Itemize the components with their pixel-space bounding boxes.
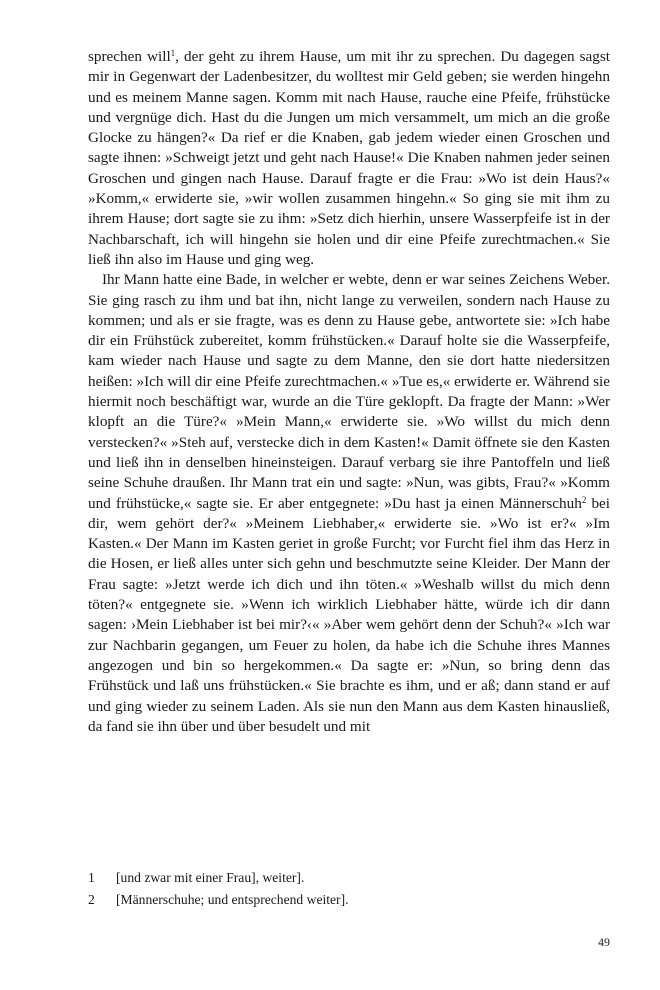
footnote [88,889,610,911]
footnote-text: [Männerschuhe; und entsprechend weiter]. [116,892,349,907]
text-run: Ihr Mann hatte eine Bade, in welcher er webte, denn er war seines Zeichens Weber. Sie ging rasch zu ihm und bat ihn, nicht lange zu verweilen, sondern nach Hause zu kommen; und als er sie fragte, was es denn zu Hause gebe, antwortete sie: »Ich habe dir ein Frühstück zubereitet, komm frühstücken.« Darauf holte sie die Wasserpfeife, kam wieder nach Hause und sagte zu dem Manne, den sie dort hatte niedersitzen heißen: »Ich will dir eine Pfeife zurechtmachen.« »Tue es,« erwiderte er. Während sie hiermit noch beschäftigt war, wurde an die Türe geklopft. Da fragte der Mann: »Wer klopft an die Türe?« »Mein Mann,« erwiderte sie. »Wo willst du mich denn verstecken?« »Steh auf, verstecke dich in dem Kasten!« Damit öffnete sie den Kasten und ließ ihn in denselben hineinsteigen. Darauf verbarg sie ihre Pantoffeln und ließ seine Schuhe draußen. Ihr Mann trat ein und sagte: »Nun, was gibts, Frau?« »Komm und frühstücke,« sagte sie. Er aber entgegnete: »Du hast ja einen Männerschuh [88,271,610,512]
text-run: bei dir, wem gehört der?« »Meinem Liebhaber,« erwiderte sie. »Wo ist er?« »Im Kasten.« Der Mann im Kasten geriet in große Furcht; vor Furcht fiel ihm das Herz in die Hosen, er ließ alles unter sich gehn und beschmutzte seine Kleider. Der Mann der Frau sagte: »Jetzt werde ich dich und ihn töten.« »Weshalb willst du mich denn töten?« entgegnete sie. »Wenn ich wirklich Liebhaber hätte, würde ich dir dann sagen: ›Mein Liebhaber ist bei mir?‹« »Aber wem gehört denn der Schuh?« »Ich war zur Nachbarin gegangen, um Feuer zu holen, da habe ich die Schuhe ihres Mannes angezogen und bin so hergekommen.« Da sagte er: »Nun, so bring denn das Frühstück und laß uns frühstücken.« Sie brachte es ihm, und er aß; dann stand er auf und ging wieder zu seinem Laden. Als sie nun den Mann aus dem Kasten hinausließ, da fand sie ihn über und über besudelt und mit [88,494,610,735]
footnote-text: [und zwar mit einer Frau], weiter]. [116,870,305,885]
footnote-marker: 2 [581,494,587,505]
footnote [88,867,610,889]
paragraph-1 [88,47,610,270]
footnote-number: 2 [88,892,95,907]
footnote-marker: 1 [170,48,176,58]
text-run: , der geht zu ihrem Hause, um mit ihr zu sprechen. Du dagegen sagst mir in Gegenwart der Ladenbesitzer, du wolltest mir Geld geben; sie werden hingehn und es meinem Manne sagen. Komm mit nach Hause, rauche eine Pfeife, frühstücke und vergnüge dich. Hast du die Jungen um mich versammelt, um mich an die große Glocke zu hängen?« Da rief er die Knaben, gab jedem wieder einen Groschen und sagte ihnen: »Schweigt jetzt und geht nach Hause!« Die Knaben nahmen jeder seinen Groschen und gingen nach Hause. Darauf fragte er die Frau: »Wo ist dein Haus?« »Komm,« erwiderte sie, »wir wollen zusammen hingehn.« So ging sie mit ihm zu ihrem Hause; dort sagte sie zu ihm: »Setz dich hierhin, unsere Wasserpfeife ist in der Nachbarschaft, ich will hingehn sie holen und dir eine Pfeife zurechtmachen.« Sie ließ ihn also im Hause und ging weg. [88,48,610,268]
footnotes [88,867,610,911]
body-text [88,47,610,737]
footnote-number: 1 [88,870,95,885]
paragraph-2 [88,270,610,737]
page-number: 49 [598,935,610,949]
text-run: sprechen will [88,48,171,65]
